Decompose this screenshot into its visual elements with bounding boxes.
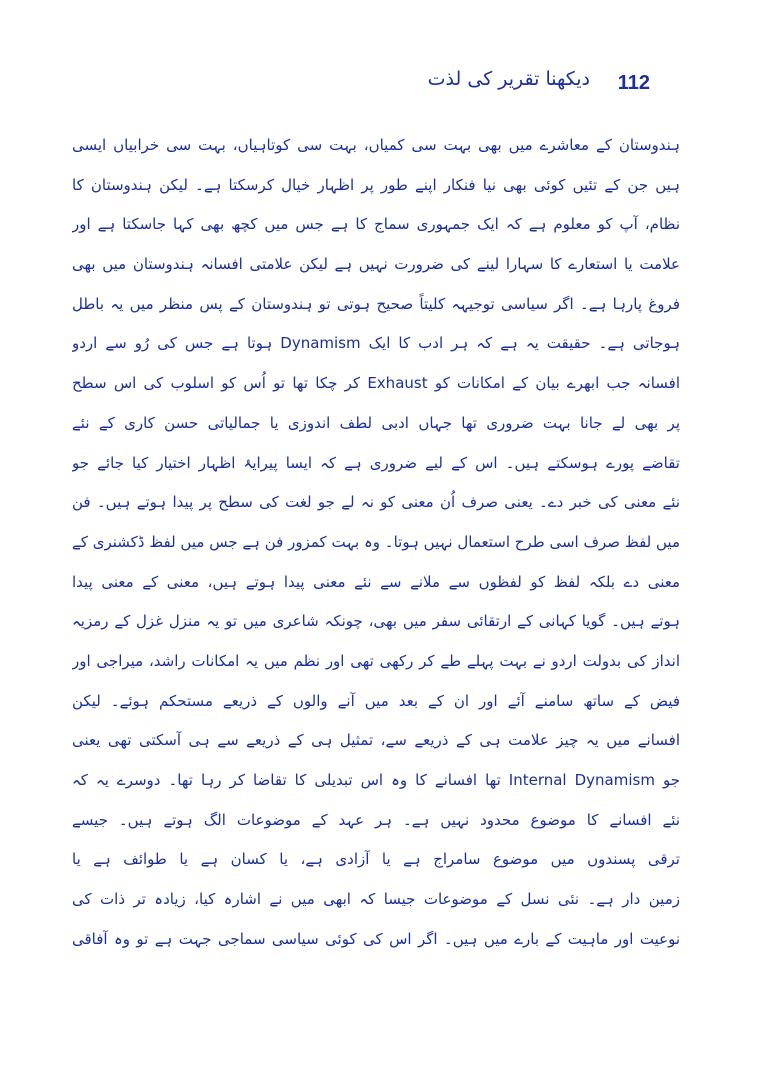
text-line: ہیں جن کے تئیں کوئی بھی نیا فنکار اپنے طور پر اظہار خیال کرسکتا ہے۔ لیکن ہندوستان کا	[72, 175, 680, 194]
text-line: علامت یا استعارے کا سہارا لینے کی ضرورت نہیں ہے لیکن علامتی افسانہ ہندوستان میں بھی	[72, 255, 680, 274]
body-text	[72, 126, 680, 959]
text-line: نئے معنی کی خبر دے۔ یعنی صرف اُن معنی کو نہ لے جو لغت کی سطح پر پیدا ہوتے ہیں۔ فن	[72, 493, 680, 512]
running-title: دیکھنا تقریر کی لذت	[427, 68, 590, 90]
text-line: معنی دے بلکہ لفظ کو لفظوں سے ملانے سے نئے معنی پیدا ہوتے ہیں، معنی کے معنی پیدا	[72, 572, 680, 591]
text-line: نظام، آپ کو معلوم ہے کہ ایک جمہوری سماج کا ہے جس میں کچھ بھی کہا جاسکتا ہے اور	[72, 215, 680, 234]
text-line: فیض کے ساتھ سامنے آئے اور ان کے بعد میں آنے والوں کے ذریعے مستحکم ہوئے۔ لیکن	[72, 691, 680, 710]
text-line: ہندوستان کے معاشرے میں بھی بہت سی کمیاں، بہت سی کوتاہیاں، بہت سی خرابیاں ایسی	[72, 136, 680, 154]
text-line: افسانے میں یہ چیز علامت ہی کے ذریعے سے، تمثیل ہی کے ذریعے سے ہی آسکتی تھی یعنی	[72, 731, 680, 750]
text-line: افسانہ جب ابھرے بیان کے امکانات کو Exhaust کر چکا تھا تو اُس کو اسلوب کی اس سطح	[72, 374, 680, 393]
page-number: 112	[617, 72, 650, 94]
text-line: انداز کی بدولت اردو نے بہت پہلے طے کر رکھی تھی اور نظم میں یہ امکانات راشد، میراجی اور	[72, 651, 680, 670]
text-line: پر بھی لے جانا بہت ضروری تھا جہاں ادبی لطف اندوزی یا جمالیاتی حسن کاری کے نئے	[72, 413, 680, 432]
text-line: تقاضے پورے ہوسکتے ہیں۔ اس کے لیے ضروری ہے کہ ایسا پیرایۂ اظہار اختیار کیا جائے جو	[72, 453, 680, 472]
text-line: جو Internal Dynamism تھا افسانے کا وہ اس تبدیلی کا تقاضا کر رہا تھا۔ دوسرے یہ کہ	[72, 771, 680, 789]
text-line: فروغ پارہا ہے۔ اگر سیاسی توجیہہ کلیتاً صحیح ہوتی تو ہندوستان کے پس منظر میں یہ باطل	[72, 294, 680, 313]
text-line: ہوجاتی ہے۔ حقیقت یہ ہے کہ ہر ادب کا ایک Dynamism ہوتا ہے جس کی رُو سے اردو	[72, 334, 680, 353]
text-line: ہوتے ہیں۔ گویا کہانی کے ارتقائی سفر میں بھی، چونکہ شاعری میں تو یہ منزل غزل کے رمزیہ	[72, 612, 680, 631]
text-line: نئے افسانے کا موضوع محدود نہیں ہے۔ ہر عہد کے موضوعات الگ ہوتے ہیں۔ جیسے	[72, 810, 680, 829]
text-line: زمین دار ہے۔ نئی نسل کے موضوعات جیسا کہ ابھی میں نے اشارہ کیا، زیادہ تر ذات کی	[72, 890, 680, 909]
text-line: میں لفظ صرف اسی طرح استعمال نہیں ہوتا۔ وہ بہت کمزور فن ہے جس میں لفظ ڈکشنری کے	[72, 532, 680, 551]
page-header	[60, 68, 670, 108]
text-line: ترقی پسندوں میں موضوع سامراج ہے یا آزادی ہے، یا کسان ہے یا طوائف ہے یا	[72, 850, 680, 869]
text-line: نوعیت اور ماہیت کے بارے میں ہیں۔ اگر اس کی کوئی سیاسی سماجی جہت ہے تو وہ آفاقی	[72, 929, 680, 948]
